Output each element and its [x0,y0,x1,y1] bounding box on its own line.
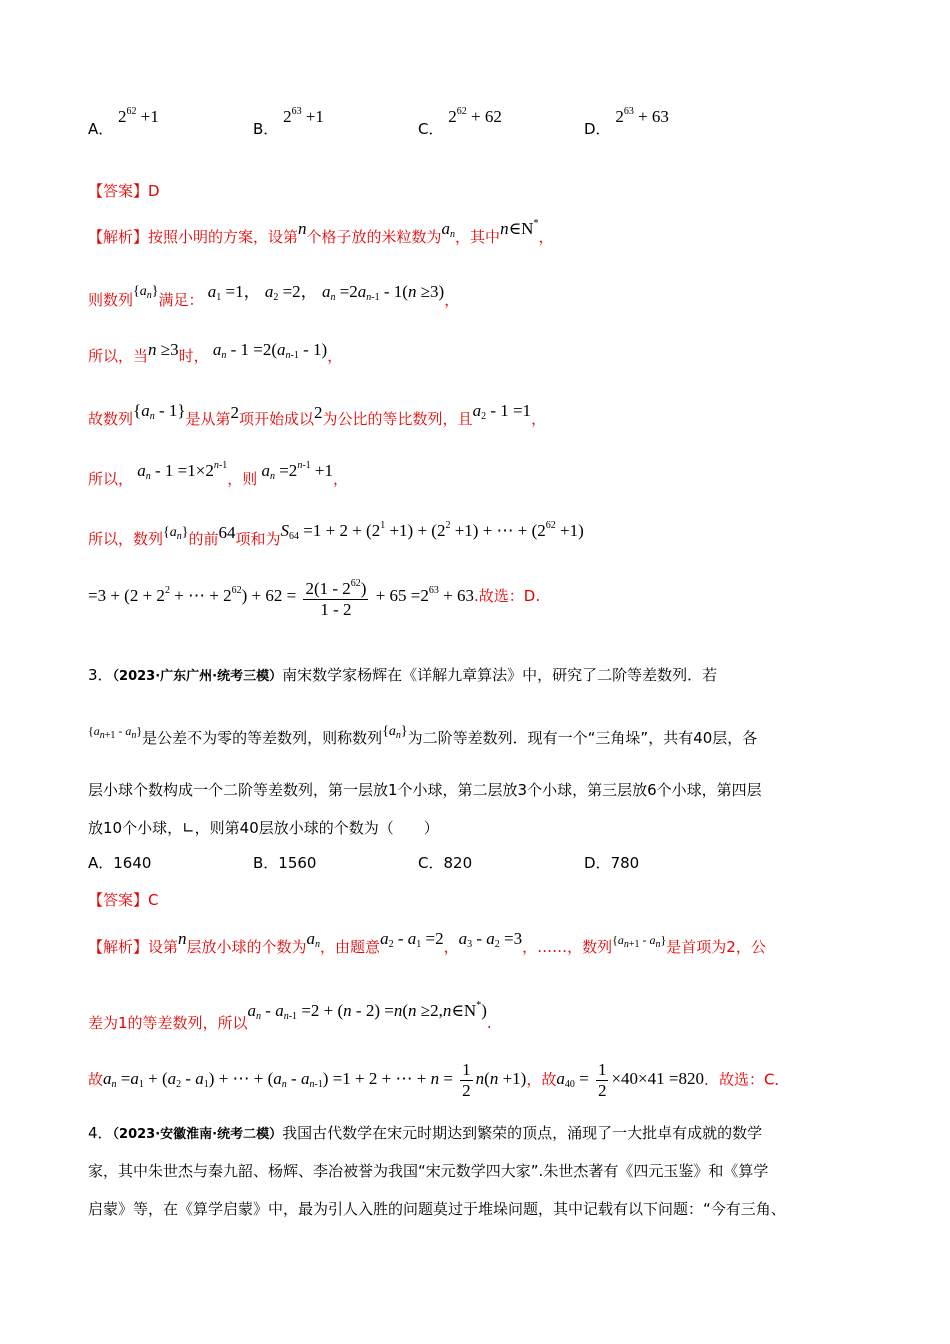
math-n-in-N: n∈N* [500,218,539,238]
q2-option-d-expr: $2^{63} + 63$ [615,106,669,126]
q2-option-a-expr: $2^{62} +1$ [118,106,159,126]
q2-analysis-line-7 [88,574,540,620]
math-ratio-2: 2 [314,403,323,422]
q3-a6: 是首项为2，公 [666,938,766,956]
q3-stem-2a: 是公差不为零的等差数列，则称数列 [142,729,383,747]
q2-l5-then: ，则 [227,470,258,488]
math-a3-a2: $a_3 - a_2 =3$ [458,929,523,950]
q2-analysis-tag: 【解析】 [88,228,149,246]
q2-option-b-label: B． [253,120,279,138]
math-a40: $a_{40}$ = $\frac{1}{2}$ ×40×41 =820 [556,1060,704,1100]
q2-option-c[interactable] [418,106,502,139]
q3-option-c-label: C． [418,854,444,872]
q2-analysis-line-3: 所以，当n ≥3时， $a_n - 1 =2(a_{n-1} - 1)$， [88,340,343,365]
math-seq-an-2: $\{a_n\}$ [163,525,189,542]
q2-l4-text: 故数列 [88,410,134,428]
math-seq-an-3: $\{a_n\}$ [382,724,408,741]
math-2: 2 [230,403,240,422]
math-a2-a1: $a_2 - a_1 =2$ [380,929,444,950]
q2-analysis-line-2: 则数列$\{a_n\}$满足： $a_1 =1$， $a_2 =2$， $a_n =2a_{n-1} - 1(n \ge 3)$， [88,282,460,309]
math-an: $a_n$ [441,219,456,240]
q3-c1: 故 [88,1070,104,1089]
q2-l4-a: 是从第 [185,410,231,428]
q3-analysis-line-1 [88,929,766,958]
q2-analysis-line-1 [88,218,554,248]
q3-option-c-value: 820 [443,854,473,872]
q2-answer-tag: 【答案】 [88,182,149,200]
q2-option-b[interactable] [253,106,324,139]
q3-stem-line-3 [88,779,762,800]
q3-a2: 层放小球的个数为 [186,938,307,956]
q3-analysis-tag: 【解析】 [88,938,149,956]
q3-stem-1: 南宋数学家杨辉在《详解九章算法》中，研究了二阶等差数列．若 [282,666,718,684]
math-a2-minus-1: $a_2 - 1 =1$ [472,401,532,422]
q3-stem-line-2 [88,724,758,749]
math-an-formula: $a_n =2^{n-1} +1$ [261,460,333,482]
q2-option-d-label: D． [584,120,611,138]
q2-option-a[interactable] [88,106,159,139]
q3-b1: 差为1的等差数列，所以 [88,1014,248,1032]
q2-l6-a: 的前 [188,530,219,548]
q3-c3: ．故选：C． [703,1070,790,1089]
q3-option-a[interactable] [88,852,151,873]
q2-l6-text: 所以，数列 [88,530,164,548]
q2-answer [88,180,160,201]
q3-option-d-label: D． [584,854,611,872]
q3-c2: ，故 [526,1070,557,1089]
math-recurrence: $a_1 =1$， $a_2 =2$， $a_n =2a_{n-1} - 1(n \ge 3)$ [207,282,445,303]
q2-l2-text: 则数列 [88,291,134,309]
q2-l4-c: 为公比的等比数列，且 [322,410,473,428]
math-diff-formula: $a_n - a_{n-1} =2 + (n - 2) =n(n$ ≥2,n∈N*) [247,1000,487,1022]
q3-answer-tag: 【答案】 [88,891,149,909]
q4-stem-line-2 [88,1160,768,1181]
math-n: n [298,219,307,238]
math-n-2: n [178,929,187,948]
math-seq-an: $\{a_n\}$ [133,284,159,301]
math-seq-an-minus-1: $\{a_n - 1\}$ [133,401,186,422]
q3-analysis-line-2: 差为1的等差数列，所以$a_n - a_{n-1} =2 + (n - 2) =n(n$ ≥2,n∈N*). [88,1000,492,1032]
q2-option-d[interactable] [584,106,669,139]
math-seq-diff: {an+1 - an} [88,724,143,741]
q2-option-c-label: C． [418,120,444,138]
q2-l1-tail: ， [538,228,554,246]
q2-l1-mid: 个格子放的米粒数为 [306,228,442,246]
q3-a4: ， [443,938,459,956]
q2-option-b-expr: $2^{63} +1$ [283,106,324,126]
q2-l2-satisfy: 满足： [158,291,204,309]
q3-option-a-value: 1640 [113,854,152,872]
q2-analysis-line-4: 故数列$\{a_n - 1\}$是从第2项开始成以2为公比的等比数列，且$a_2 - 1 =1$， [88,401,547,428]
q3-option-b[interactable] [253,852,316,873]
q2-l7-end: .故选：D. [474,586,541,605]
q3-option-c[interactable] [418,852,472,873]
math-sum-result: $=3 + (2 + 2^2$ + ⋯ + $2^{62}) + 62$ = $\frac{2(1 - 2^{62})}{1 - 2}$ + $65 =2^{63} + 63$ [88,586,474,605]
q3-option-d-value: 780 [610,854,640,872]
q2-option-c-expr: $2^{62} + 62$ [448,106,502,126]
q3-option-d[interactable] [584,852,639,873]
q3-analysis-line-3 [88,1060,789,1101]
q2-l1-end: ，其中 [455,228,501,246]
q3-source: （2023·广东广州·统考三模） [112,669,283,684]
q3-a3: ，由题意 [320,938,381,956]
q4-stem-3: 启蒙》等，在《算学启蒙》中，最为引人入胜的问题莫过于堆垛问题，其中记载有以下问题：“今有三角、 [88,1200,786,1218]
math-geometric: $a_n - 1 =1\times 2^{n-1}$ [137,460,228,482]
q3-answer-value: C [148,891,159,909]
q3-stem-4: 放10个小球，∟，则第40层放小球的个数为（ ） [88,819,439,837]
q2-l5-text: 所以， [88,470,134,488]
q3-option-b-value: 1560 [278,854,317,872]
q2-l4-b: 项开始成以 [239,410,315,428]
q2-l1-text: 按照小明的方案，设第 [148,228,299,246]
q4-stem-1: 我国古代数学在宋元时期达到繁荣的顶点，涌现了一大批卓有成就的数学 [282,1124,763,1142]
q2-answer-value: D [148,182,160,200]
q4-number: 4． [88,1124,113,1142]
q4-source: （2023·安徽淮南·统考二模） [112,1127,283,1142]
q2-l3-when: 时， [178,347,209,365]
q3-a5: ，……，数列 [522,938,613,956]
math-telescoping: $a_n =a_1 + (a_2 - a_1)$ + ⋯ + $(a_n - a_{n-1}) =1 + 2$ + ⋯ + n = $\frac{1}{2}$ n(n +1) [103,1060,527,1100]
q2-l6-b: 项和为 [235,530,281,548]
q3-answer [88,889,159,910]
q3-option-b-label: B． [253,854,279,872]
math-transform: $a_n - 1 =2(a_{n-1} - 1)$ [212,340,328,361]
q2-analysis-line-6 [88,520,584,550]
q2-l3-text: 所以，当 [88,347,149,365]
math-n-ge-3: n ≥3 [148,340,179,359]
q3-option-a-label: A． [88,854,114,872]
q3-stem-3: 层小球个数构成一个二阶等差数列，第一层放1个小球，第二层放3个小球，第三层放6个小球，第四层 [88,781,762,799]
q4-stem-line-1 [88,1122,762,1143]
q3-stem-line-1 [88,664,717,685]
q2-analysis-line-5: 所以， $a_n - 1 =1\times 2^{n-1}$，则 $a_n =2^{n-1} +1$， [88,460,349,488]
q3-stem-line-4 [88,817,439,838]
q4-stem-2: 家，其中朱世杰与秦九韶、杨辉、李冶被誉为我国“宋元数学四大家”.朱世杰著有《四元玉鉴》和《算学 [88,1162,769,1180]
math-64: 64 [218,523,236,542]
math-s64: $S_{64} =1 + 2 + (2^1 +1) + (2^2 +1)$ + ⋯ + $(2^{62} +1)$ [280,520,584,542]
q3-stem-2b: 为二阶等差数列．现有一个“三角垛”，共有40层，各 [407,729,758,747]
q3-number: 3． [88,666,113,684]
q4-stem-line-3 [88,1198,786,1219]
q3-a1: 设第 [148,938,179,956]
q2-option-a-label: A． [88,120,114,138]
math-seq-diff-2: {an+1 - an} [612,933,667,950]
math-an-2: $a_n$ [306,929,321,950]
